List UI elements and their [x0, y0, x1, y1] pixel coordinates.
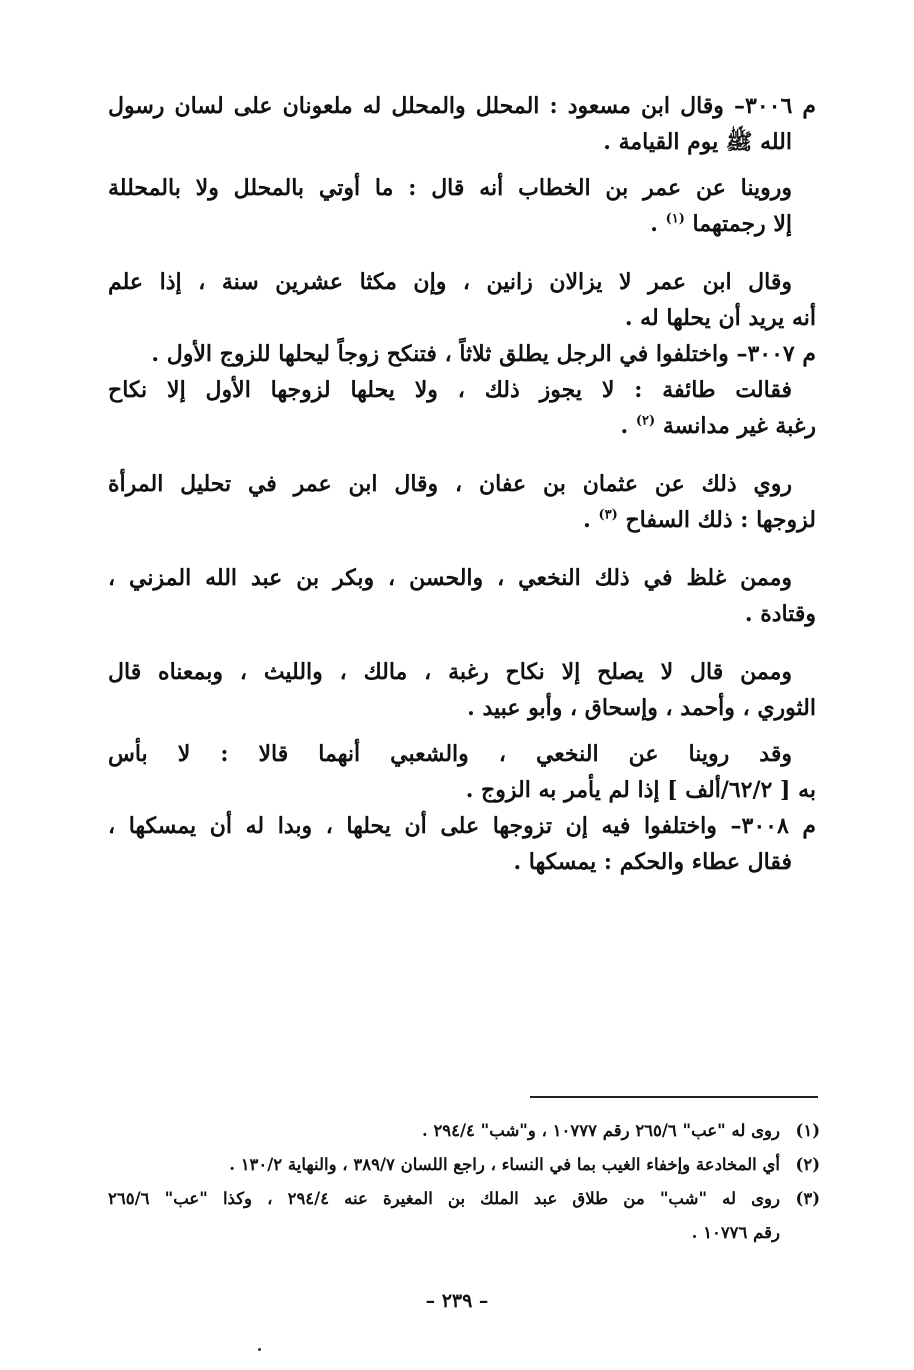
footnote-2	[108, 1148, 820, 1182]
footnote-number: (٣)	[795, 1189, 820, 1208]
line-end: .	[583, 507, 599, 533]
footnote-3	[108, 1182, 820, 1216]
footnote-ref-2: (٢)	[635, 413, 656, 429]
paragraph-3007	[108, 336, 816, 372]
line-text: رغبة غير مدانسة	[662, 413, 816, 439]
paragraph-umar-narration	[108, 170, 816, 242]
text-line: م ٣٠٠٨– واختلفوا فيه إن تزوجها على أن يحلها ، وبدا له أن يمسكها ،	[108, 813, 816, 839]
text-line: به [ ٦٢/٢/ألف ] إذا لم يأمر به الزوج .	[465, 777, 816, 803]
text-line: وممن قال لا يصلح إلا نكاح رغبة ، مالك ، والليث ، وبمعناه قال	[108, 659, 792, 685]
footnote-text: أي المخادعة وإخفاء الغيب بما في النساء ، راجع اللسان ٣٨٩/٧ ، والنهاية ١٣٠/٢ .	[229, 1155, 780, 1174]
text-line: م ٣٠٠٦– وقال ابن مسعود : المحلل والمحلل له ملعونان على لسان رسول	[108, 93, 816, 119]
footnote-text: روى له "شب" من طلاق عبد الملك بن المغيرة عنه ٢٩٤/٤ ، وكذا "عب" ٢٦٥/٦	[108, 1189, 780, 1208]
text-line: الله ﷺ يوم القيامة .	[603, 129, 792, 155]
footnote-number: (٢)	[795, 1155, 820, 1174]
text-line: وقد روينا عن النخعي ، والشعبي أنهما قالا : لا بأس	[108, 741, 792, 767]
text-line	[108, 206, 816, 242]
page-number: – ٢٣٩ –	[425, 1290, 489, 1312]
paragraph-3008	[108, 808, 816, 880]
paragraph-3006	[108, 88, 816, 160]
footnote-ref-1: (١)	[665, 211, 685, 227]
text-line	[108, 408, 816, 444]
text-line: وقتادة .	[744, 601, 816, 627]
paragraph-malik	[108, 654, 816, 726]
paragraph-shabi	[108, 736, 816, 808]
text-line: وروينا عن عمر بن الخطاب أنه قال : ما أوتي بالمحلل ولا بالمحللة	[108, 175, 792, 201]
footnote-separator	[530, 1096, 818, 1098]
footnotes	[108, 1114, 820, 1250]
text-line: أنه يريد أن يحلها له .	[624, 305, 816, 331]
text-line: وممن غلظ في ذلك النخعي ، والحسن ، وبكر بن عبد الله المزني ،	[108, 565, 792, 591]
paragraph-ibn-umar	[108, 264, 816, 336]
paragraph-uthman	[108, 466, 816, 538]
line-text: لزوجها : ذلك السفاح	[625, 507, 816, 533]
text-line: فقالت طائفة : لا يجوز ذلك ، ولا يحلها لزوجها الأول إلا نكاح	[108, 377, 792, 403]
text-line: وقال ابن عمر لا يزالان زانين ، وإن مكثا عشرين سنة ، إذا علم	[108, 269, 792, 295]
text-line: م ٣٠٠٧– واختلفوا في الرجل يطلق ثلاثاً ، فتنكح زوجاً ليحلها للزوج الأول .	[151, 341, 816, 367]
paragraph-nakhai	[108, 560, 816, 632]
text-line: روي ذلك عن عثمان بن عفان ، وقال ابن عمر في تحليل المرأة	[108, 471, 792, 497]
text-line: فقال عطاء والحكم : يمسكها .	[513, 849, 792, 875]
footnote-ref-3: (٣)	[598, 507, 618, 523]
line-text: إلا رجمتهما	[692, 211, 792, 237]
main-text	[108, 88, 816, 880]
footnote-3-continued: رقم ١٠٧٧٦ .	[691, 1223, 780, 1242]
paragraph-first-opinion	[108, 372, 816, 444]
footnote-1	[108, 1114, 820, 1148]
line-end: .	[650, 211, 666, 237]
footnote-number: (١)	[795, 1121, 820, 1140]
line-end: .	[620, 413, 636, 439]
text-line: الثوري ، وأحمد ، وإسحاق ، وأبو عبيد .	[467, 695, 816, 721]
footnote-text: روى له "عب" ٢٦٥/٦ رقم ١٠٧٧٧ ، و"شب" ٢٩٤/٤ .	[421, 1121, 780, 1140]
text-line	[108, 502, 816, 538]
scan-speck	[258, 1348, 261, 1351]
